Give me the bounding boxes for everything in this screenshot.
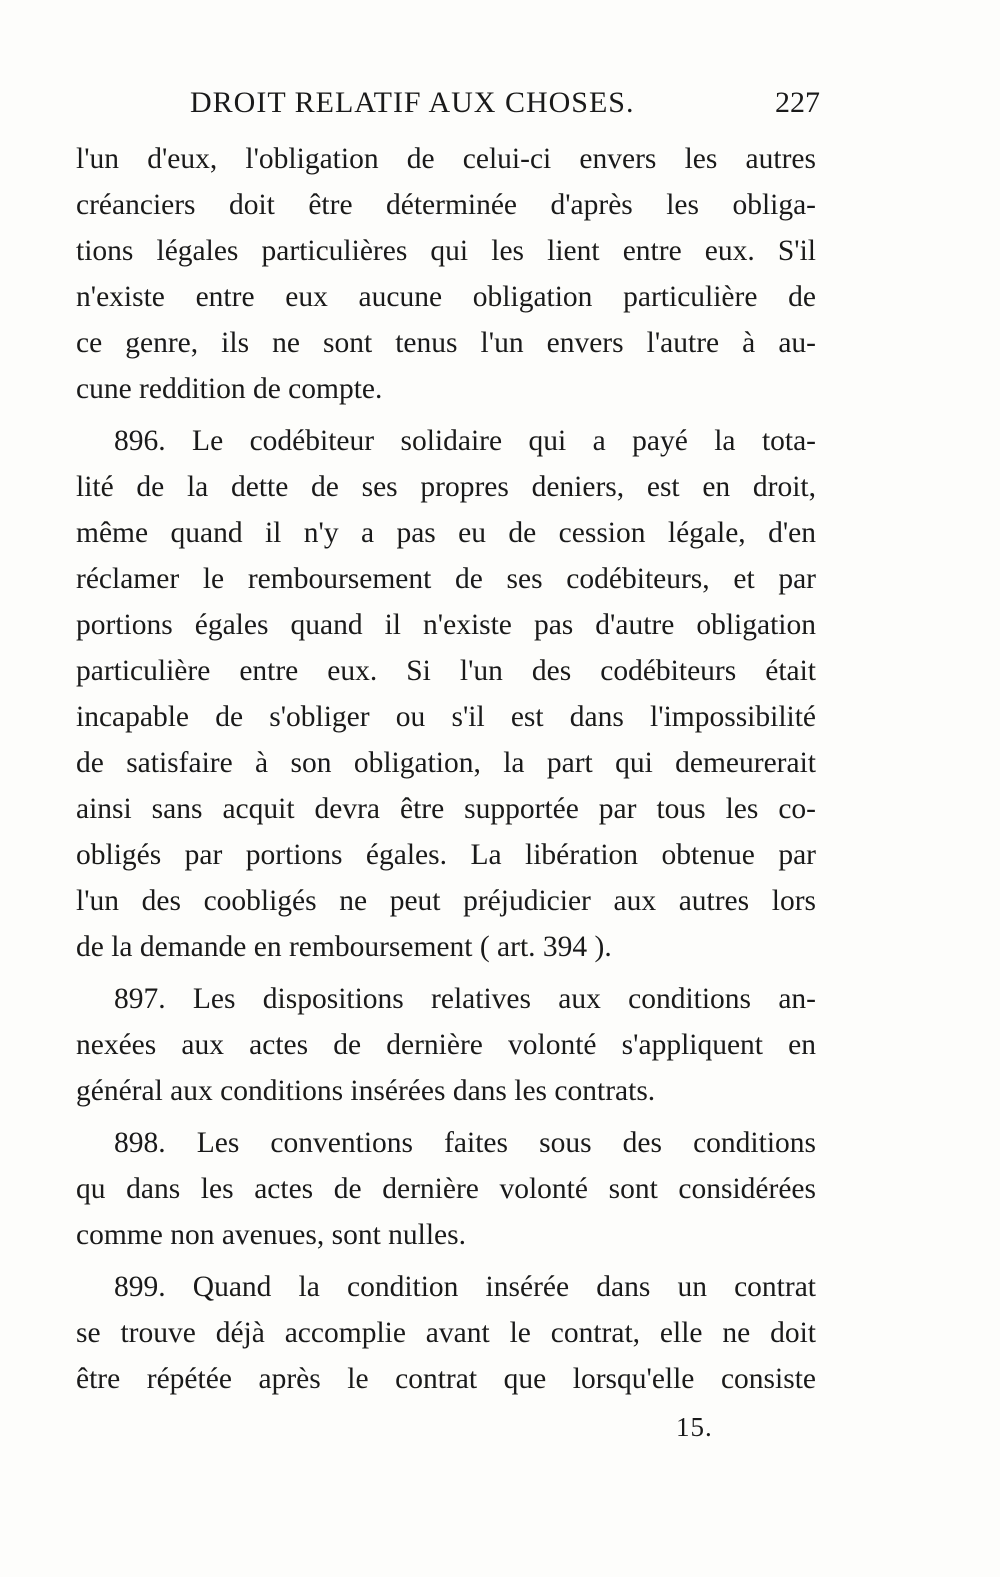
- text-line: qu dans les actes de dernière volonté sont considérées: [76, 1173, 816, 1205]
- text-line: de satisfaire à son obligation, la part qui demeurerait: [76, 747, 816, 779]
- text-line: être répétée après le contrat que lorsqu'elle consiste: [76, 1363, 816, 1395]
- text-line: obligés par portions égales. La libération obtenue par: [76, 839, 816, 871]
- text-line: général aux conditions insérées dans les contrats.: [76, 1075, 656, 1107]
- text-line: comme non avenues, sont nulles.: [76, 1219, 466, 1251]
- page-header: [190, 86, 820, 126]
- text-line: lité de la dette de ses propres deniers, est en droit,: [76, 471, 816, 503]
- paragraph-896: [76, 418, 816, 970]
- text-line: l'un des coobligés ne peut préjudicier aux autres lors: [76, 885, 816, 917]
- text-line: tions légales particulières qui les lient entre eux. S'il: [76, 235, 816, 267]
- text-line: 897. Les dispositions relatives aux conditions an-: [114, 983, 816, 1015]
- text-line: même quand il n'y a pas eu de cession légale, d'en: [76, 517, 816, 549]
- text-line: ainsi sans acquit devra être supportée par tous les co-: [76, 793, 816, 825]
- text-line: réclamer le remboursement de ses codébiteurs, et par: [76, 563, 816, 595]
- paragraph-continuation: [76, 136, 816, 412]
- text-line: se trouve déjà accomplie avant le contrat, elle ne doit: [76, 1317, 816, 1349]
- text-line: incapable de s'obliger ou s'il est dans l'impossibilité: [76, 701, 816, 733]
- page-number: 227: [775, 86, 820, 119]
- text-line: n'existe entre eux aucune obligation particulière de: [76, 281, 816, 313]
- text-line: particulière entre eux. Si l'un des codébiteurs était: [76, 655, 816, 687]
- text-line: 898. Les conventions faites sous des conditions: [114, 1127, 816, 1159]
- text-line: portions égales quand il n'existe pas d'autre obligation: [76, 609, 816, 641]
- paragraph-897: [76, 976, 816, 1114]
- paragraph-899: [76, 1264, 816, 1402]
- text-line: l'un d'eux, l'obligation de celui-ci envers les autres: [76, 143, 816, 175]
- text-line: 899. Quand la condition insérée dans un contrat: [114, 1271, 816, 1303]
- text-line: ce genre, ils ne sont tenus l'un envers l'autre à au-: [76, 327, 816, 359]
- text-line: créanciers doit être déterminée d'après les obliga-: [76, 189, 816, 221]
- signature-mark: 15.: [676, 1412, 713, 1442]
- text-line: 896. Le codébiteur solidaire qui a payé la tota-: [114, 425, 816, 457]
- running-title: DROIT RELATIF AUX CHOSES.: [190, 86, 635, 119]
- text-line: nexées aux actes de dernière volonté s'appliquent en: [76, 1029, 816, 1061]
- text-line: de la demande en remboursement ( art. 394 ).: [76, 931, 612, 963]
- text-line: cune reddition de compte.: [76, 373, 383, 405]
- body-text: [76, 136, 816, 1402]
- paragraph-898: [76, 1120, 816, 1258]
